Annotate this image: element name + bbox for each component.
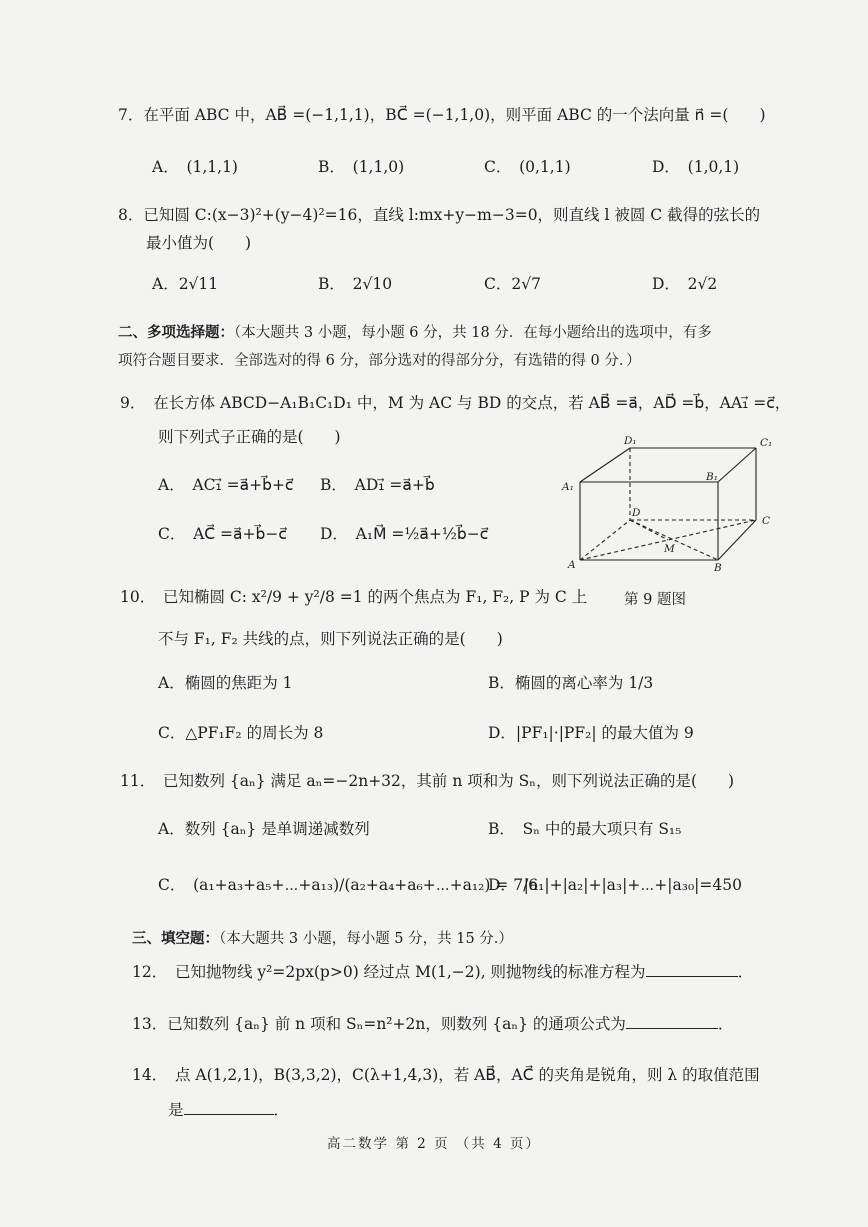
q13-stem: 13．已知数列 {aₙ} 前 n 项和 Sₙ=n²+2n，则数列 {aₙ} 的通项公式为 <box>132 1015 626 1033</box>
label-a: A <box>568 559 576 571</box>
q7-option-a[interactable]: A． (1,1,1) <box>152 158 238 176</box>
q14-stem-line2: 是 <box>168 1101 184 1119</box>
q10-option-c[interactable]: C．△PF₁F₂ 的周长为 8 <box>158 724 324 742</box>
q7-option-d[interactable]: D． (1,0,1) <box>652 158 740 176</box>
label-d: D <box>632 507 641 519</box>
label-m: M <box>664 543 675 555</box>
q8-stem-line1: 8．已知圆 C:(x−3)²+(y−4)²=16，直线 l:mx+y−m−3=0，则直线 l 被圆 C 截得的弦长的 <box>118 206 761 224</box>
q9-option-c[interactable]: C． AC⃗ =a⃗+b⃗−c⃗ <box>158 525 287 543</box>
label-a1: A₁ <box>562 481 574 493</box>
q14-line2 <box>168 1098 289 1121</box>
q12-end: ． <box>737 963 754 981</box>
q9-option-a[interactable]: A． AC₁⃗ =a⃗+b⃗+c⃗ <box>158 476 294 494</box>
q7-option-b[interactable]: B． (1,1,0) <box>318 158 405 176</box>
q14-end: ． <box>273 1101 290 1119</box>
q13-end: ． <box>717 1015 734 1033</box>
page-footer: 高二数学 第 2 页 （共 4 页） <box>327 1136 541 1152</box>
q7-stem: 7．在平面 ABC 中，AB⃗ =(−1,1,1)，BC⃗ =(−1,1,0)，则平面 ABC 的一个法向量 n⃗ =( ) <box>118 106 766 124</box>
q12-stem: 12． 已知抛物线 y²=2px(p>0) 经过点 M(1,−2), 则抛物线的标准方程为 <box>132 963 646 981</box>
q14-stem-line1: 14． 点 A(1,2,1)，B(3,3,2)，C(λ+1,4,3)，若 AB⃗，AC⃗ 的夹角是锐角，则 λ 的取值范围 <box>132 1066 760 1084</box>
section3-desc: （本大题共 3 小题，每小题 5 分，共 15 分.） <box>219 931 513 947</box>
label-b: B <box>714 562 722 572</box>
q8-option-c[interactable]: C．2√7 <box>484 275 541 293</box>
q13-answer-blank[interactable] <box>626 1012 718 1029</box>
q7-option-c[interactable]: C． (0,1,1) <box>484 158 571 176</box>
section2-desc-line2: 项符合题目要求．全部选对的得 6 分，部分选对的得部分分，有选错的得 0 分．） <box>118 353 641 369</box>
section3-heading <box>132 928 513 950</box>
q8-option-b[interactable]: B． 2√10 <box>318 275 393 293</box>
q8-option-d[interactable]: D． 2√2 <box>652 275 718 293</box>
q8-option-a[interactable]: A．2√11 <box>152 275 219 293</box>
q11-option-a[interactable]: A．数列 {aₙ} 是单调递减数列 <box>158 820 370 838</box>
q11-option-c[interactable]: C． (a₁+a₃+a₅+⋯+a₁₃)/(a₂+a₄+a₆+⋯+a₁₂) = 7/6 <box>158 876 539 894</box>
q12-line <box>132 960 753 983</box>
label-d1: D₁ <box>624 435 637 447</box>
q11-stem: 11． 已知数列 {aₙ} 满足 aₙ=−2n+32，其前 n 项和为 Sₙ，则下列说法正确的是( ) <box>120 772 735 790</box>
q10-option-d[interactable]: D．|PF₁|·|PF₂| 的最大值为 9 <box>488 724 694 742</box>
section2-title: 二、多项选择题： <box>118 325 234 341</box>
q9-stem-line2: 则下列式子正确的是( ) <box>158 428 341 446</box>
q11-option-b[interactable]: B． Sₙ 中的最大项只有 S₁₅ <box>488 820 682 838</box>
q11-option-d[interactable]: D． |a₁|+|a₂|+|a₃|+⋯+|a₃₀|=450 <box>488 876 742 894</box>
q10-option-a[interactable]: A．椭圆的焦距为 1 <box>158 674 293 692</box>
q14-answer-blank[interactable] <box>184 1098 274 1115</box>
q9-option-d[interactable]: D． A₁M⃗ =½a⃗+½b⃗−c⃗ <box>320 525 489 543</box>
q10-option-b[interactable]: B．椭圆的离心率为 1/3 <box>488 674 654 692</box>
q13-line <box>132 1012 733 1035</box>
q9-option-b[interactable]: B． AD₁⃗ =a⃗+b⃗ <box>320 476 435 494</box>
q9-stem-line1: 9． 在长方体 ABCD−A₁B₁C₁D₁ 中，M 为 AC 与 BD 的交点，若 AB⃗ =a⃗，AD⃗ =b⃗，AA₁⃗ =c⃗， <box>120 394 791 412</box>
q9-cuboid-figure <box>560 432 790 572</box>
q10-stem-line2: 不与 F₁, F₂ 共线的点，则下列说法正确的是( ) <box>158 630 503 648</box>
q10-stem-line1: 10． 已知椭圆 C: x²/9 + y²/8 =1 的两个焦点为 F₁, F₂, P 为 C 上 <box>120 588 588 606</box>
label-c1: C₁ <box>760 437 773 449</box>
q9-figure-caption: 第 9 题图 <box>624 592 686 608</box>
section3-title: 三、填空题： <box>132 931 219 947</box>
q8-stem-line2: 最小值为( ) <box>146 234 252 252</box>
q12-answer-blank[interactable] <box>646 960 738 977</box>
label-c: C <box>762 515 771 527</box>
label-b1: B₁ <box>706 471 718 483</box>
section2-desc-line1: （本大题共 3 小题，每小题 6 分，共 18 分．在每小题给出的选项中，有多 <box>234 325 712 341</box>
section2-heading <box>118 322 712 344</box>
